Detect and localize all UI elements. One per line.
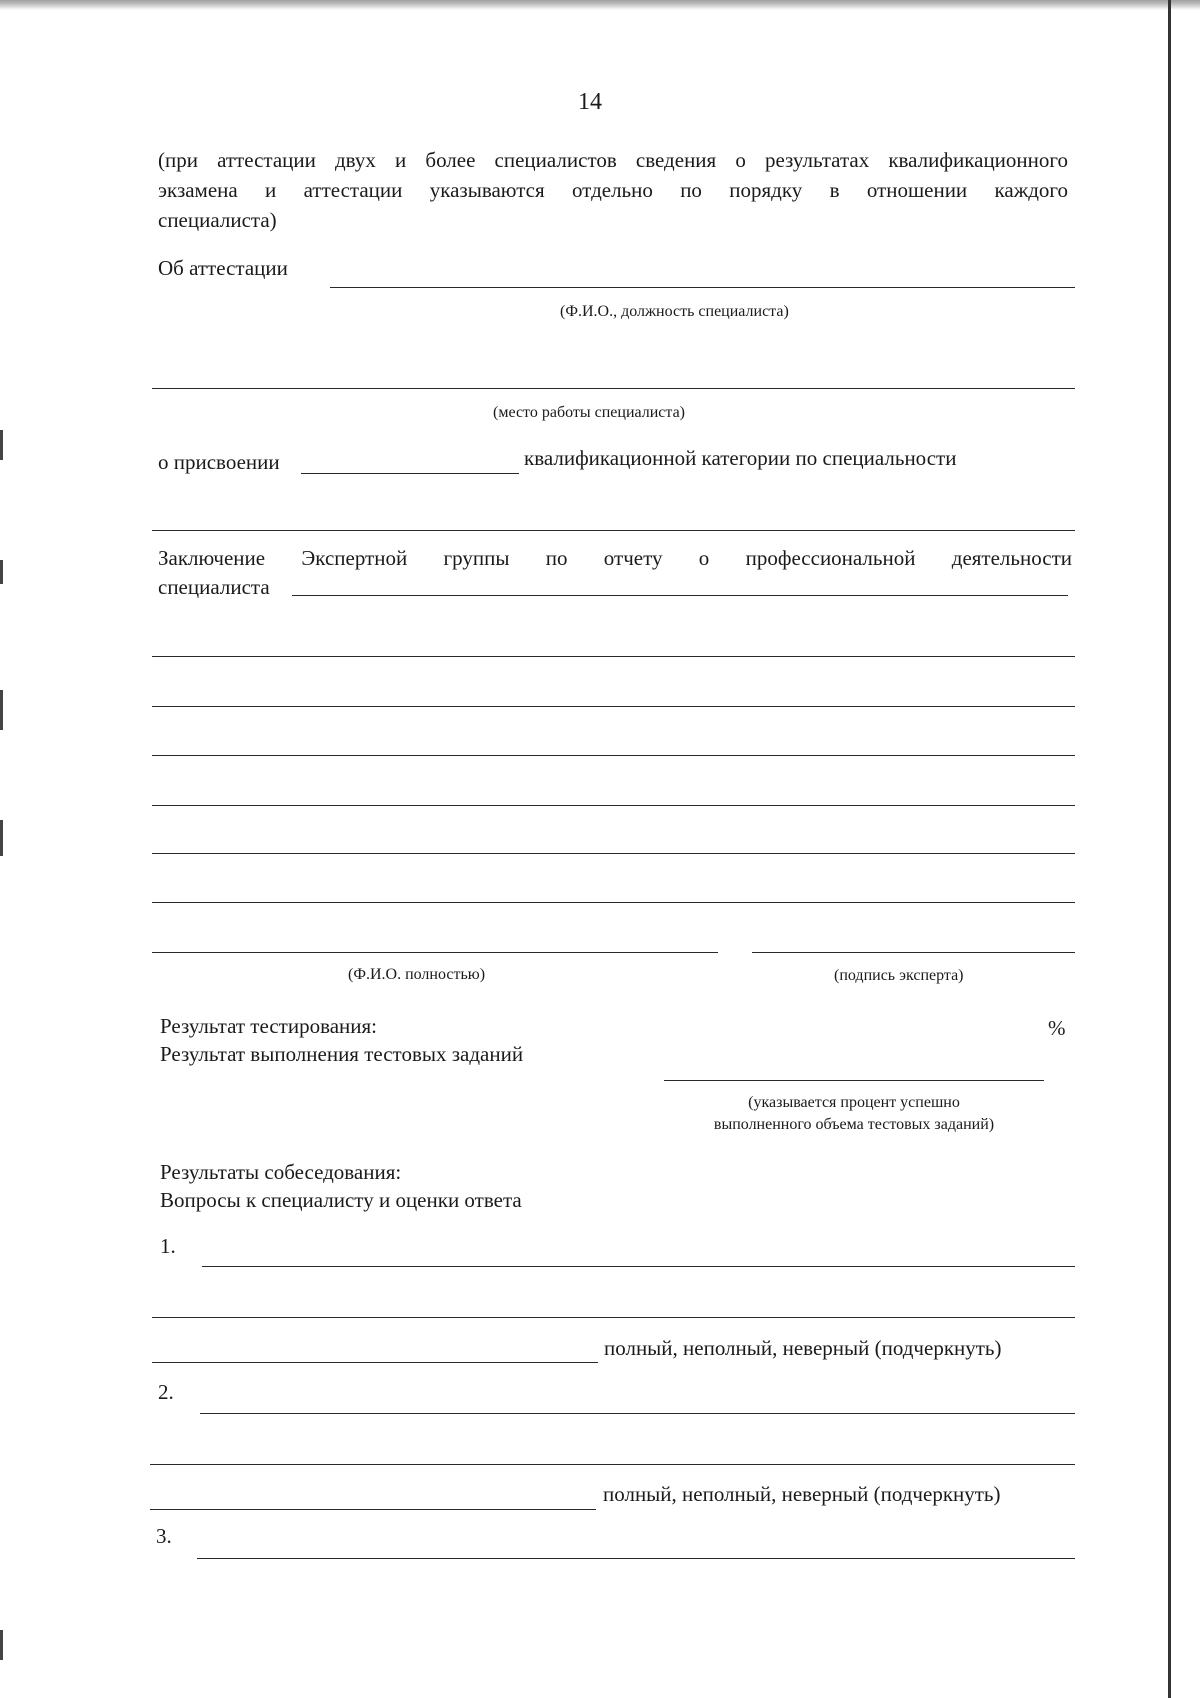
workplace-line[interactable] <box>152 388 1075 389</box>
question-number: 1. <box>160 1234 176 1258</box>
question-line[interactable] <box>202 1266 1075 1267</box>
question-number: 2. <box>158 1380 174 1404</box>
expert-fio-line[interactable] <box>152 952 718 953</box>
scan-left-mark <box>0 1630 3 1660</box>
testing-caption-line: выполненного объема тестовых заданий) <box>713 1116 995 1133</box>
question-line[interactable] <box>200 1413 1075 1414</box>
question-line[interactable] <box>150 1464 1075 1465</box>
fio-position-caption: (Ф.И.О., должность специалиста) <box>560 303 789 320</box>
question-number: 3. <box>156 1524 172 1548</box>
answer-line[interactable] <box>152 1362 598 1363</box>
page-number: 14 <box>578 89 602 115</box>
scan-left-mark <box>0 820 3 856</box>
scan-right-edge <box>1168 0 1171 1698</box>
question-line[interactable] <box>197 1558 1075 1559</box>
percent-sign: % <box>1048 1016 1066 1040</box>
expert-signature-caption: (подпись эксперта) <box>834 967 964 984</box>
answer-assessment: полный, неполный, неверный (подчеркнуть) <box>603 1482 1001 1506</box>
intro-note-line: специалиста) <box>158 208 277 232</box>
testing-heading: Результат тестирования: <box>160 1014 377 1038</box>
expert-fio-caption: (Ф.И.О. полностью) <box>348 966 486 983</box>
attestation-fio-line[interactable] <box>330 287 1075 288</box>
assignment-suffix: квалификационной категории по специальности <box>524 446 957 470</box>
attestation-label: Об аттестации <box>158 256 288 280</box>
interview-subheading: Вопросы к специалисту и оценки ответа <box>160 1188 522 1212</box>
testing-percent-line[interactable] <box>664 1080 1044 1081</box>
scan-left-mark <box>0 430 3 460</box>
interview-heading: Результаты собеседования: <box>160 1160 402 1184</box>
conclusion-line[interactable] <box>152 656 1075 657</box>
expert-conclusion-line: Заключение Экспертной группы по отчету о профессиональной деятельности <box>158 546 1072 570</box>
conclusion-line[interactable] <box>292 595 1068 596</box>
scan-left-mark <box>0 560 3 584</box>
testing-caption-line: (указывается процент успешно <box>748 1094 960 1111</box>
intro-note-line: (при аттестации двух и более специалистов сведения о результатах квалификационного <box>158 148 1068 172</box>
specialty-line[interactable] <box>152 530 1075 531</box>
assignment-prefix: о присвоении <box>158 450 280 474</box>
conclusion-line[interactable] <box>152 902 1075 903</box>
answer-line[interactable] <box>150 1509 596 1510</box>
category-line[interactable] <box>301 473 519 474</box>
scan-left-mark <box>0 690 3 730</box>
testing-tasks-label: Результат выполнения тестовых заданий <box>160 1042 524 1066</box>
expert-conclusion-line: специалиста <box>158 575 270 599</box>
conclusion-line[interactable] <box>152 805 1075 806</box>
intro-note-line: экзамена и аттестации указываются отдельно по порядку в отношении каждого <box>158 178 1068 202</box>
conclusion-line[interactable] <box>152 755 1075 756</box>
question-line[interactable] <box>152 1317 1075 1318</box>
conclusion-line[interactable] <box>152 853 1075 854</box>
workplace-caption: (место работы специалиста) <box>493 404 686 421</box>
expert-signature-line[interactable] <box>752 952 1075 953</box>
scan-top-shadow <box>0 0 1200 10</box>
conclusion-line[interactable] <box>152 706 1075 707</box>
answer-assessment: полный, неполный, неверный (подчеркнуть) <box>604 1336 1002 1360</box>
